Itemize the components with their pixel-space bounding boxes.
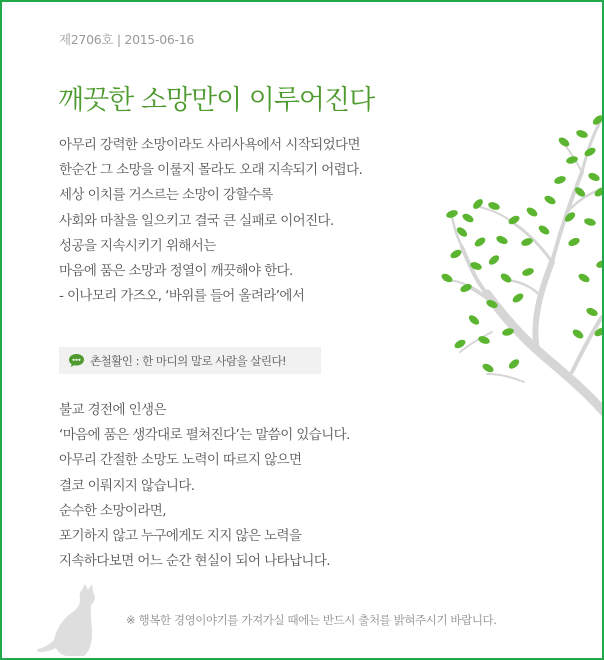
- body-line: ‘마음에 품은 생각대로 펼쳐진다’는 말씀이 있습니다.: [59, 427, 350, 444]
- quote-source: - 이나모리 가즈오, ‘바위를 들어 올려라’에서: [59, 288, 305, 305]
- page-title: 깨끗한 소망만이 이루어진다: [58, 85, 375, 116]
- category-tag-label: 촌철활인 : 한 마디의 말로 사람을 살린다!: [90, 353, 287, 368]
- quote-line: 세상 이치를 거스르는 소망이 강할수록: [59, 187, 273, 204]
- body-line: 순수한 소망이라면,: [59, 502, 166, 519]
- quote-line: 마음에 품은 소망과 정열이 깨끗해야 한다.: [59, 263, 293, 280]
- cat-silhouette-icon: [32, 582, 110, 660]
- quote-block: [59, 133, 362, 309]
- body-line: 지속하다보면 어느 순간 현실이 되어 나타납니다.: [59, 553, 330, 570]
- category-tag: [59, 347, 321, 374]
- speech-bubble-icon: [68, 353, 85, 368]
- body-line: 불교 경전에 인생은: [59, 402, 166, 418]
- body-line: 아무리 간절한 소망도 노력이 따르지 않으면: [59, 452, 302, 469]
- issue-info: 제2706호 | 2015-06-16: [59, 32, 195, 47]
- quote-line: 사회와 마찰을 일으키고 결국 큰 실패로 이어진다.: [59, 212, 334, 229]
- body-line: 결코 이뤄지지 않습니다.: [59, 477, 195, 494]
- quote-line: 아무리 강력한 소망이라도 사리사욕에서 시작되었다면: [59, 137, 360, 153]
- body-block: [59, 398, 350, 574]
- quote-line: 한순간 그 소망을 이룰지 몰라도 오래 지속되기 어렵다.: [59, 162, 363, 179]
- quote-line: 성공을 지속시키기 위해서는: [59, 237, 216, 254]
- tree-illustration: [432, 82, 604, 442]
- body-line: 포기하지 않고 누구에게도 지지 않은 노력을: [59, 528, 302, 545]
- copyright-notice: ※ 행복한 경영이야기를 가져가실 때에는 반드시 출처를 밝혀주시기 바랍니다.: [126, 613, 497, 627]
